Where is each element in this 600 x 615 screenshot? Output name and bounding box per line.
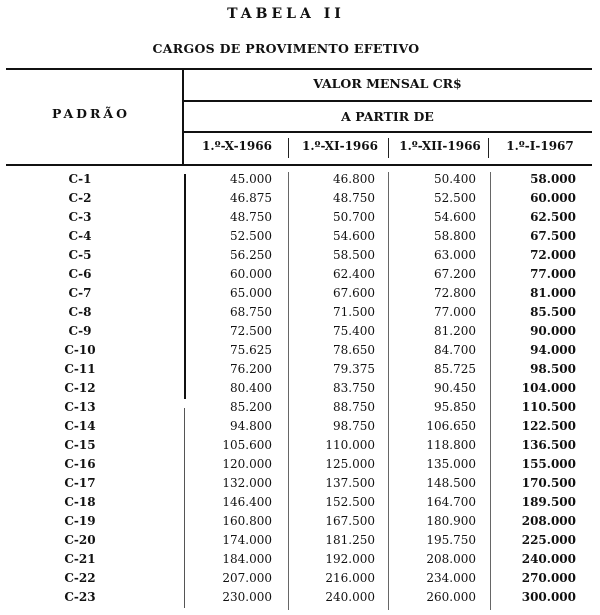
value-cell: 71.500 bbox=[333, 305, 375, 319]
value-cell: 208.000 bbox=[521, 514, 576, 528]
value-cell: 90.000 bbox=[530, 324, 576, 338]
value-cell: 137.500 bbox=[325, 476, 375, 490]
padrao-cell: C-7 bbox=[68, 286, 92, 300]
value-cell: 50.700 bbox=[333, 210, 375, 224]
padrao-cell: C-9 bbox=[68, 324, 92, 338]
table-row bbox=[0, 512, 600, 531]
value-cell: 85.200 bbox=[230, 400, 272, 414]
value-cell: 85.500 bbox=[530, 305, 576, 319]
column-header-1: 1.º-X-1966 bbox=[202, 139, 272, 153]
padrao-cell: C-21 bbox=[64, 552, 96, 566]
table-row bbox=[0, 208, 600, 227]
table-row bbox=[0, 398, 600, 417]
table-row bbox=[0, 474, 600, 493]
value-cell: 54.600 bbox=[434, 210, 476, 224]
padrao-cell: C-17 bbox=[64, 476, 96, 490]
table-row bbox=[0, 588, 600, 607]
table-subtitle: CARGOS DE PROVIMENTO EFETIVO bbox=[152, 41, 420, 56]
value-cell: 216.000 bbox=[325, 571, 375, 585]
value-cell: 85.725 bbox=[434, 362, 476, 376]
value-cell: 54.600 bbox=[333, 229, 375, 243]
value-cell: 77.000 bbox=[530, 267, 576, 281]
value-cell: 155.000 bbox=[521, 457, 576, 471]
value-cell: 118.800 bbox=[426, 438, 476, 452]
value-cell: 78.650 bbox=[333, 343, 375, 357]
value-cell: 208.000 bbox=[426, 552, 476, 566]
value-cell: 230.000 bbox=[222, 590, 272, 604]
padrao-cell: C-1 bbox=[68, 172, 92, 186]
padrao-cell: C-2 bbox=[68, 191, 92, 205]
value-cell: 68.750 bbox=[230, 305, 272, 319]
value-cell: 148.500 bbox=[426, 476, 476, 490]
value-cell: 207.000 bbox=[222, 571, 272, 585]
padrao-cell: C-15 bbox=[64, 438, 96, 452]
padrao-cell: C-11 bbox=[64, 362, 96, 376]
table-row bbox=[0, 189, 600, 208]
value-cell: 75.400 bbox=[333, 324, 375, 338]
table-row bbox=[0, 341, 600, 360]
value-cell: 58.800 bbox=[434, 229, 476, 243]
table-row bbox=[0, 265, 600, 284]
value-cell: 52.500 bbox=[434, 191, 476, 205]
value-cell: 125.000 bbox=[325, 457, 375, 471]
value-cell: 135.000 bbox=[426, 457, 476, 471]
value-cell: 83.750 bbox=[333, 381, 375, 395]
value-cell: 132.000 bbox=[222, 476, 272, 490]
value-cell: 167.500 bbox=[325, 514, 375, 528]
table-row bbox=[0, 493, 600, 512]
column-header-3: 1.º-XII-1966 bbox=[399, 139, 481, 153]
value-cell: 106.650 bbox=[426, 419, 476, 433]
table-row bbox=[0, 550, 600, 569]
value-cell: 189.500 bbox=[521, 495, 576, 509]
table-row bbox=[0, 569, 600, 588]
value-cell: 60.000 bbox=[230, 267, 272, 281]
value-cell: 65.000 bbox=[230, 286, 272, 300]
column-header-4: 1.º-I-1967 bbox=[506, 139, 574, 153]
value-cell: 81.000 bbox=[530, 286, 576, 300]
value-cell: 75.625 bbox=[230, 343, 272, 357]
value-cell: 81.200 bbox=[434, 324, 476, 338]
value-cell: 192.000 bbox=[325, 552, 375, 566]
value-cell: 174.000 bbox=[222, 533, 272, 547]
value-cell: 77.000 bbox=[434, 305, 476, 319]
table-row bbox=[0, 246, 600, 265]
value-cell: 195.750 bbox=[426, 533, 476, 547]
value-cell: 46.875 bbox=[230, 191, 272, 205]
padrao-cell: C-18 bbox=[64, 495, 96, 509]
value-cell: 181.250 bbox=[325, 533, 375, 547]
value-cell: 62.400 bbox=[333, 267, 375, 281]
value-cell: 94.800 bbox=[230, 419, 272, 433]
table-row bbox=[0, 436, 600, 455]
value-cell: 45.000 bbox=[230, 172, 272, 186]
table-row bbox=[0, 322, 600, 341]
value-cell: 62.500 bbox=[530, 210, 576, 224]
value-cell: 98.500 bbox=[530, 362, 576, 376]
valor-mensal-header: VALOR MENSAL CR$ bbox=[313, 76, 462, 91]
table-row bbox=[0, 227, 600, 246]
padrao-cell: C-19 bbox=[64, 514, 96, 528]
value-cell: 136.500 bbox=[521, 438, 576, 452]
value-cell: 67.200 bbox=[434, 267, 476, 281]
table-row bbox=[0, 360, 600, 379]
padrao-cell: C-6 bbox=[68, 267, 92, 281]
table-row bbox=[0, 455, 600, 474]
value-cell: 152.500 bbox=[325, 495, 375, 509]
value-cell: 240.000 bbox=[325, 590, 375, 604]
table-row bbox=[0, 379, 600, 398]
value-cell: 160.800 bbox=[222, 514, 272, 528]
table-row bbox=[0, 284, 600, 303]
padrao-cell: C-4 bbox=[68, 229, 92, 243]
a-partir-header: A PARTIR DE bbox=[341, 109, 434, 124]
value-cell: 84.700 bbox=[434, 343, 476, 357]
value-cell: 80.400 bbox=[230, 381, 272, 395]
value-cell: 90.450 bbox=[434, 381, 476, 395]
top-rule bbox=[6, 68, 592, 70]
table-row bbox=[0, 531, 600, 550]
padrao-cell: C-16 bbox=[64, 457, 96, 471]
table-row bbox=[0, 303, 600, 322]
value-cell: 146.400 bbox=[222, 495, 272, 509]
value-cell: 46.800 bbox=[333, 172, 375, 186]
value-cell: 60.000 bbox=[530, 191, 576, 205]
padrao-cell: C-3 bbox=[68, 210, 92, 224]
value-cell: 50.400 bbox=[434, 172, 476, 186]
value-cell: 58.500 bbox=[333, 248, 375, 262]
value-cell: 48.750 bbox=[333, 191, 375, 205]
value-cell: 170.500 bbox=[521, 476, 576, 490]
value-cell: 260.000 bbox=[426, 590, 476, 604]
padrao-cell: C-13 bbox=[64, 400, 96, 414]
padrao-header: PADRÃO bbox=[51, 106, 130, 121]
column-separator bbox=[288, 138, 289, 158]
value-cell: 48.750 bbox=[230, 210, 272, 224]
value-cell: 180.900 bbox=[426, 514, 476, 528]
value-cell: 105.600 bbox=[222, 438, 272, 452]
value-cell: 234.000 bbox=[426, 571, 476, 585]
padrao-cell: C-10 bbox=[64, 343, 96, 357]
value-cell: 95.850 bbox=[434, 400, 476, 414]
value-cell: 67.500 bbox=[530, 229, 576, 243]
table-title: TABELA II bbox=[227, 6, 345, 22]
padrao-cell: C-8 bbox=[68, 305, 92, 319]
value-cell: 52.500 bbox=[230, 229, 272, 243]
value-cell: 184.000 bbox=[222, 552, 272, 566]
value-cell: 72.800 bbox=[434, 286, 476, 300]
value-cell: 300.000 bbox=[521, 590, 576, 604]
padrao-cell: C-22 bbox=[64, 571, 96, 585]
padrao-cell: C-12 bbox=[64, 381, 96, 395]
value-cell: 72.000 bbox=[530, 248, 576, 262]
value-cell: 240.000 bbox=[521, 552, 576, 566]
padrao-cell: C-23 bbox=[64, 590, 96, 604]
column-header-2: 1.º-XI-1966 bbox=[302, 139, 378, 153]
value-cell: 270.000 bbox=[521, 571, 576, 585]
value-cell: 63.000 bbox=[434, 248, 476, 262]
value-cell: 98.750 bbox=[333, 419, 375, 433]
value-cell: 120.000 bbox=[222, 457, 272, 471]
apartir-underline bbox=[184, 131, 592, 133]
value-cell: 88.750 bbox=[333, 400, 375, 414]
value-cell: 56.250 bbox=[230, 248, 272, 262]
table-row bbox=[0, 170, 600, 189]
value-cell: 76.200 bbox=[230, 362, 272, 376]
column-separator bbox=[488, 138, 489, 158]
value-cell: 58.000 bbox=[530, 172, 576, 186]
value-cell: 94.000 bbox=[530, 343, 576, 357]
value-cell: 225.000 bbox=[521, 533, 576, 547]
value-cell: 110.000 bbox=[325, 438, 375, 452]
header-bottom-rule bbox=[6, 164, 592, 166]
header-divider bbox=[182, 70, 184, 164]
value-cell: 104.000 bbox=[521, 381, 576, 395]
value-cell: 164.700 bbox=[426, 495, 476, 509]
value-cell: 79.375 bbox=[333, 362, 375, 376]
padrao-cell: C-14 bbox=[64, 419, 96, 433]
value-cell: 110.500 bbox=[521, 400, 576, 414]
padrao-cell: C-20 bbox=[64, 533, 96, 547]
table-row bbox=[0, 417, 600, 436]
value-cell: 122.500 bbox=[521, 419, 576, 433]
value-cell: 67.600 bbox=[333, 286, 375, 300]
valor-underline bbox=[184, 100, 592, 102]
padrao-cell: C-5 bbox=[68, 248, 92, 262]
value-cell: 72.500 bbox=[230, 324, 272, 338]
column-separator bbox=[388, 138, 389, 158]
